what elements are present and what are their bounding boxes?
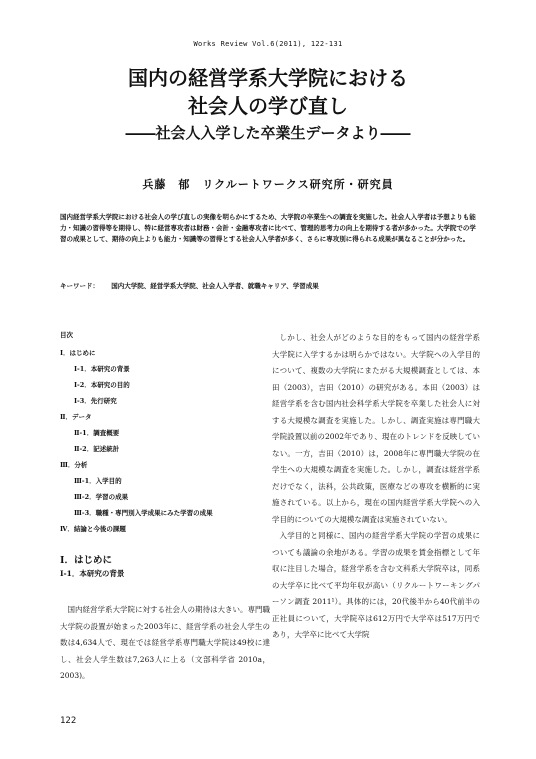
page-number: 122	[60, 716, 77, 726]
body-paragraph: 入学目的と同様に、国内の経営学系大学院の学習の成果についても議論の余地がある。学習の成果を賃金指標として年収に注目した場合，経営学系を含む文科系大学院卒は，同系の大学卒に比べて平均年収が高い（リクルートワーキングパーソン調査 2011¹）。具体的には，20代後半から40代前半の正社員について，大学院卒は612万円で大学卒は517万円であり，大学卒に比べて大学院	[272, 531, 480, 639]
right-column	[272, 330, 480, 644]
toc-item: Ⅰ．はじめに	[60, 349, 96, 357]
paper-title-line2: 社会人の学び直し	[188, 94, 348, 118]
keywords-list: 国内大学院、経営学系大学院、社会人入学者、就職キャリア、学習成果	[111, 282, 319, 290]
body-paragraph: 国内経営学系大学院に対する社会人の期待は大きい。専門職大学院の設置が始まった2003年に、経営学系の社会人学生の数は4,634人で、現在では経営学系専門職大学院は49校に達し、社会人学生数は7,263人に上る（文部科学省 2010a，2003)。	[60, 605, 270, 680]
keywords-label: キーワード：	[60, 282, 99, 290]
body-paragraph: しかし、社会人がどのような目的をもって国内の経営学系大学院に入学するかは明らかではない。大学院への入学目的について、複数の大学院にまたがる大規模調査としては、本田（2003），吉田（2010）の研究がある。本田（2003）は経営学系を含む国内社会科学系大学院を卒業した社会人に対する大規模な調査を実施した。しかし、調査実施は専門職大学院設置以前の2002年であり、現在のトレンドを反映していない。一方，吉田（2010）は，2008年に専門職大学院の在学生への大規模な調査を実施した。しかし，調査は経営学系だけでなく，法科，公共政策，医療などの専攻を横断的に実施されている。以上から，現在の国内経営学系大学院への入学目的についての大規模な調査は実施されていない。	[272, 333, 480, 524]
toc-item: Ⅱ-2．記述統計	[74, 445, 120, 453]
paper-title-line1: 国内の経営学系大学院における	[128, 66, 408, 90]
toc-item: Ⅳ．結論と今後の課題	[60, 525, 126, 533]
left-column	[60, 330, 270, 685]
toc-item: Ⅱ-1．調査概要	[74, 429, 120, 437]
table-of-contents	[60, 330, 270, 534]
section-heading: Ⅰ．はじめに	[60, 555, 112, 566]
paper-subtitle: ――社会人入学した卒業生データより――	[125, 124, 411, 142]
toc-heading: 目次	[60, 331, 73, 339]
toc-item: Ⅲ-1．入学目的	[74, 477, 122, 485]
toc-item: Ⅲ-3．職種・専門別入学成果にみた学習の成果	[74, 509, 213, 517]
toc-item: Ⅰ-1．本研究の背景	[74, 365, 130, 373]
toc-item: Ⅰ-3．先行研究	[74, 397, 117, 405]
subsection-heading: Ⅰ-1．本研究の背景	[60, 569, 125, 578]
keywords	[60, 281, 480, 291]
running-header: Works Review Vol.6(2011), 122-131	[193, 40, 343, 48]
toc-item: Ⅱ．データ	[60, 413, 92, 421]
toc-item: Ⅰ-2．本研究の目的	[74, 381, 130, 389]
title-block	[0, 64, 536, 144]
toc-item: Ⅲ．分析	[60, 461, 88, 469]
author-line: 兵藤 郁 リクルートワークス研究所・研究員	[142, 178, 394, 191]
abstract: 国内経営学系大学院における社会人の学び直しの実像を明らかにするため、大学院の卒業生への調査を実施した。社会人入学者は予想よりも能力・知識の習得等を期待し、特に経営専攻者は財務・会計・金融専攻者に比べて、管理的思考力の向上を期待する者が多かった。大学院での学習の成果として、期待の向上よりも能力・知識等の習得とする社会人入学者が多く、さらに専攻別に得られる成果が異なることが分かった。	[60, 213, 476, 243]
toc-item: Ⅲ-2．学習の成果	[74, 493, 129, 501]
